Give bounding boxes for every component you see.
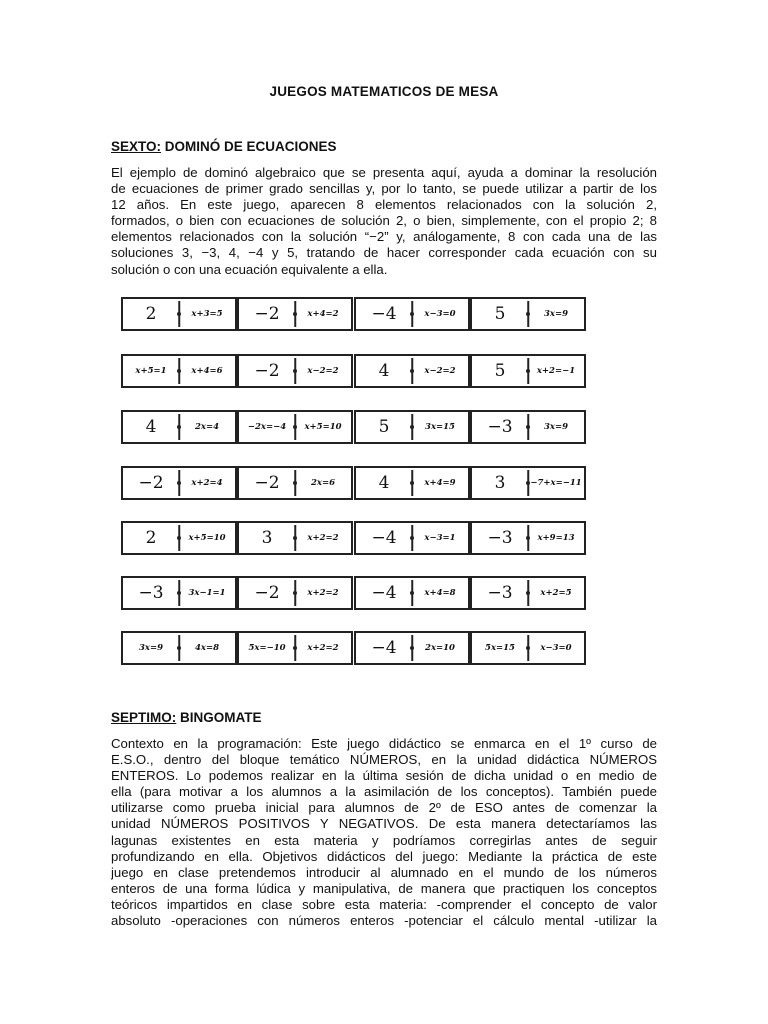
domino-center-dot xyxy=(177,536,181,540)
domino-tile xyxy=(237,466,353,500)
paragraph-line: ENTEROS. Lo podemos realizar en la última sesión de dicha unidad o en medio de xyxy=(111,768,657,784)
domino-right-value: 3x=9 xyxy=(543,309,569,319)
domino-left-value: 5x=−10 xyxy=(248,643,286,653)
domino-left-value: −3 xyxy=(487,417,513,437)
domino-right-value: x+4=6 xyxy=(191,366,223,376)
domino-left-value: 2 xyxy=(145,528,157,548)
domino-center-dot xyxy=(526,646,530,650)
domino-tile xyxy=(354,466,470,500)
domino-tile xyxy=(237,297,353,331)
domino-left-value: 5 xyxy=(494,361,506,381)
domino-tile xyxy=(121,410,237,444)
domino-left-value: 4 xyxy=(145,417,157,437)
domino-right-value: x+2=2 xyxy=(307,533,339,543)
paragraph-line: El ejemplo de dominó algebraico que se presenta aquí, ayuda a dominar la resolución xyxy=(111,165,657,180)
paragraph-line: unidad NÚMEROS POSITIVOS Y NEGATIVOS. De esta manera detectaríamos las xyxy=(111,816,657,832)
domino-right-value: x+9=13 xyxy=(537,533,575,543)
domino-left-value: −2 xyxy=(254,361,280,381)
domino-left-value: −3 xyxy=(138,583,164,603)
domino-right-value: 3x=15 xyxy=(425,422,455,432)
section-seven-paragraph xyxy=(111,736,657,929)
domino-center-dot xyxy=(293,646,297,650)
domino-tile xyxy=(237,576,353,610)
domino-center-dot xyxy=(177,425,181,429)
paragraph-line: lagunas existentes en esta materia y podríamos corregirlas antes de seguir xyxy=(111,832,657,848)
paragraph-line: E.S.O., dentro del bloque temático NÚMEROS, en la unidad didáctica NÚMEROS xyxy=(111,752,657,768)
section-seven-label: SEPTIMO: xyxy=(111,710,177,725)
paragraph-line: de ecuaciones de primer grado sencillas y, por lo tanto, se puede utilizar a partir de los xyxy=(111,181,657,197)
domino-right-value: x+5=10 xyxy=(304,422,342,432)
domino-tile xyxy=(470,521,586,555)
domino-tile xyxy=(470,631,586,665)
domino-center-dot xyxy=(177,481,181,485)
domino-tile xyxy=(121,576,237,610)
paragraph-line: elementos relacionados con la solución “−2” y, análogamente, 8 con cada una de las xyxy=(111,229,657,245)
domino-right-value: x+2=2 xyxy=(307,643,339,653)
domino-tile xyxy=(470,576,586,610)
domino-left-value: −4 xyxy=(371,304,397,324)
paragraph-line: juego en clase pretendemos introducir al alumnado en el mundo de los números xyxy=(111,864,657,880)
domino-right-value: x+2=−1 xyxy=(536,366,576,376)
domino-left-value: 5x=15 xyxy=(485,643,515,653)
domino-right-value: 3x−1=1 xyxy=(188,588,226,598)
domino-tile xyxy=(470,410,586,444)
domino-tile xyxy=(354,354,470,388)
domino-tile xyxy=(121,466,237,500)
domino-tile xyxy=(470,466,586,500)
domino-center-dot xyxy=(293,481,297,485)
domino-right-value: x+4=8 xyxy=(424,588,456,598)
paragraph-line: teóricos impartidos en clase sobre esta materia: -comprender el concepto de valor xyxy=(111,896,657,912)
domino-left-value: −2 xyxy=(254,473,280,493)
domino-center-dot xyxy=(177,646,181,650)
domino-left-value: x+5=1 xyxy=(135,366,167,376)
domino-center-dot xyxy=(293,591,297,595)
domino-center-dot xyxy=(177,312,181,316)
domino-center-dot xyxy=(293,536,297,540)
section-six-label: SEXTO: xyxy=(111,139,162,154)
domino-center-dot xyxy=(410,481,414,485)
domino-center-dot xyxy=(410,646,414,650)
domino-tile xyxy=(470,354,586,388)
domino-tile xyxy=(354,410,470,444)
domino-left-value: −4 xyxy=(371,528,397,548)
domino-right-value: 2x=4 xyxy=(194,422,220,432)
domino-left-value: 3x=9 xyxy=(138,643,164,653)
domino-center-dot xyxy=(177,591,181,595)
domino-center-dot xyxy=(526,481,530,485)
paragraph-line: profundizando en ella. Objetivos didácticos del juego: Mediante la práctica de este xyxy=(111,848,657,864)
domino-tile xyxy=(237,521,353,555)
domino-tile xyxy=(354,631,470,665)
domino-center-dot xyxy=(410,591,414,595)
document-title: JUEGOS MATEMATICOS DE MESA xyxy=(269,84,499,99)
domino-left-value: 3 xyxy=(494,473,506,493)
domino-center-dot xyxy=(526,369,530,373)
domino-center-dot xyxy=(293,369,297,373)
paragraph-line: enteros de una forma lúdica y manipulativa, de manera que practiquen los conceptos xyxy=(111,880,657,896)
section-seven-title: BINGOMATE xyxy=(176,710,262,725)
domino-right-value: x−2=2 xyxy=(424,366,456,376)
domino-tile xyxy=(354,576,470,610)
domino-center-dot xyxy=(526,536,530,540)
domino-tile xyxy=(354,297,470,331)
domino-right-value: 3x=9 xyxy=(543,422,569,432)
domino-right-value: x+4=9 xyxy=(424,478,456,488)
domino-center-dot xyxy=(526,312,530,316)
domino-center-dot xyxy=(293,425,297,429)
domino-center-dot xyxy=(526,425,530,429)
domino-center-dot xyxy=(410,369,414,373)
domino-left-value: 3 xyxy=(261,528,273,548)
domino-right-value: x−3=0 xyxy=(540,643,572,653)
domino-left-value: −2 xyxy=(254,583,280,603)
domino-tile xyxy=(354,521,470,555)
domino-right-value: x+2=4 xyxy=(191,478,223,488)
domino-left-value: −4 xyxy=(371,583,397,603)
paragraph-line: formados, o bien con ecuaciones de solución 2, o bien, simplemente, con el propio 2; 8 xyxy=(111,213,657,229)
domino-left-value: −2 xyxy=(138,473,164,493)
domino-tile xyxy=(121,354,237,388)
domino-center-dot xyxy=(177,369,181,373)
domino-right-value: x+3=5 xyxy=(191,309,223,319)
domino-center-dot xyxy=(410,425,414,429)
paragraph-line: Contexto en la programación: Este juego didáctico se enmarca en el 1º curso de xyxy=(111,736,657,751)
domino-right-value: x−3=1 xyxy=(424,533,456,543)
domino-tile xyxy=(237,410,353,444)
domino-right-value: −7+x=−11 xyxy=(530,478,582,488)
domino-tile xyxy=(121,297,237,331)
paragraph-line: absoluto -operaciones con números enteros -potenciar el cálculo mental -utilizar la xyxy=(111,913,657,929)
domino-center-dot xyxy=(410,312,414,316)
domino-tile xyxy=(237,631,353,665)
domino-left-value: −4 xyxy=(371,638,397,658)
domino-right-value: 2x=6 xyxy=(310,478,336,488)
paragraph-line: ella (para motivar a los alumnos a la asimilación de los conceptos). También puede xyxy=(111,784,657,800)
paragraph-line: utilizarse como prueba inicial para alumnos de 2º de ESO antes de comenzar la xyxy=(111,800,657,816)
section-seven-heading xyxy=(111,710,262,725)
domino-right-value: x+2=2 xyxy=(307,588,339,598)
domino-right-value: x+5=10 xyxy=(188,533,226,543)
paragraph-line: 12 años. En este juego, aparecen 8 elementos relacionados con la solución 2, xyxy=(111,197,657,213)
domino-tile xyxy=(121,521,237,555)
paragraph-line: solución o con una ecuación equivalente a ella. xyxy=(111,261,388,277)
domino-right-value: x−2=2 xyxy=(307,366,339,376)
domino-left-value: −2x=−4 xyxy=(247,422,287,432)
section-six-title: DOMINÓ DE ECUACIONES xyxy=(161,139,337,154)
domino-center-dot xyxy=(293,312,297,316)
domino-right-value: x+4=2 xyxy=(307,309,339,319)
domino-left-value: 4 xyxy=(378,473,390,493)
domino-left-value: −3 xyxy=(487,583,513,603)
domino-right-value: x−3=0 xyxy=(424,309,456,319)
paragraph-line: soluciones 3, −3, 4, −4 y 5, tratando de hacer corresponder cada ecuación con su xyxy=(111,245,657,261)
domino-right-value: 4x=8 xyxy=(194,643,220,653)
domino-left-value: −2 xyxy=(254,304,280,324)
domino-tile xyxy=(470,297,586,331)
domino-left-value: 5 xyxy=(494,304,506,324)
domino-left-value: −3 xyxy=(487,528,513,548)
domino-left-value: 2 xyxy=(145,304,157,324)
domino-left-value: 4 xyxy=(378,361,390,381)
domino-center-dot xyxy=(410,536,414,540)
domino-tile xyxy=(121,631,237,665)
domino-left-value: 5 xyxy=(378,417,390,437)
domino-right-value: 2x=10 xyxy=(425,643,455,653)
domino-tile xyxy=(237,354,353,388)
domino-right-value: x+2=5 xyxy=(540,588,572,598)
domino-center-dot xyxy=(526,591,530,595)
